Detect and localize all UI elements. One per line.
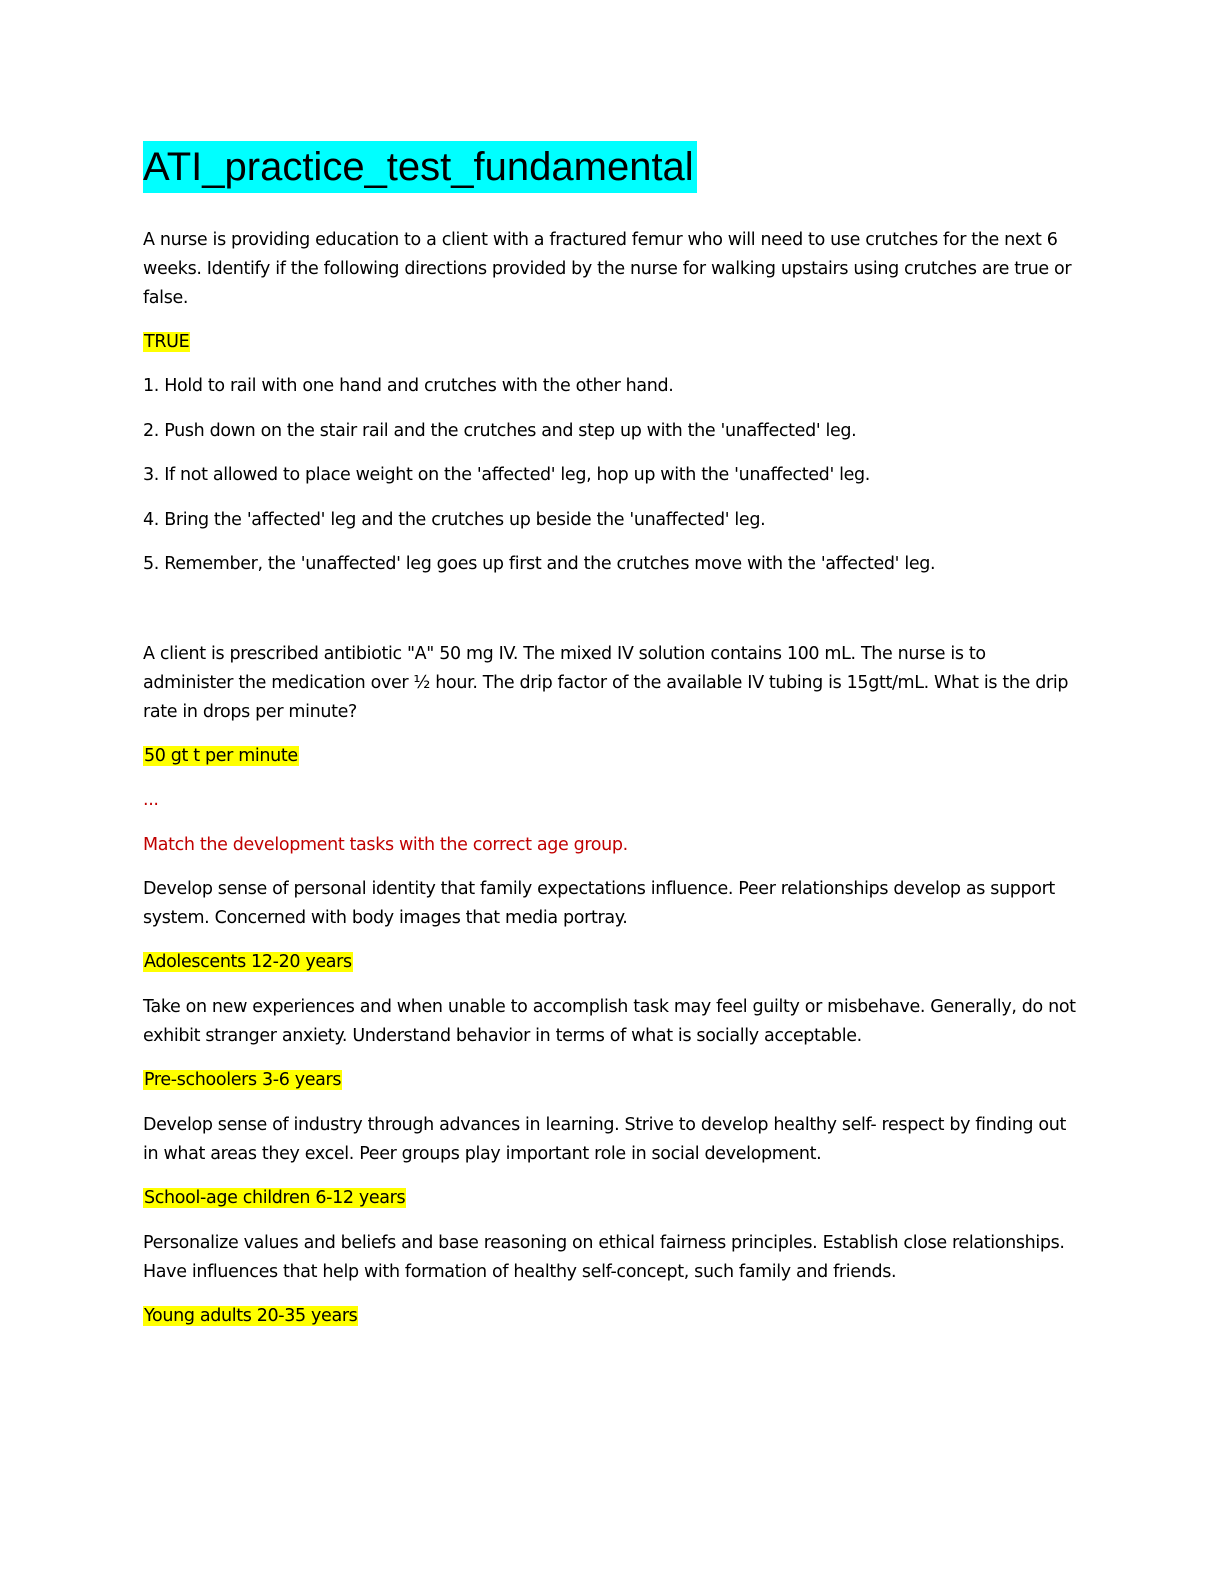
step-item: 4. Bring the 'affected' leg and the crutches up beside the 'unaffected' leg.	[143, 510, 766, 530]
age-task-description: Develop sense of personal identity that family expectations influence. Peer relationships develop as support system. Concerned with body images that media portray.	[143, 879, 1055, 928]
age-group-answer	[143, 1066, 1078, 1095]
answer-highlight: Adolescents 12-20 years	[144, 952, 352, 972]
question-1-prompt: A nurse is providing education to a client with a fractured femur who will need to use crutches for the next 6 weeks. Identify if the following directions provided by the nurse for walking upstairs using crutches are true or false.	[143, 230, 1072, 308]
answer-highlight: Pre-schoolers 3-6 years	[144, 1070, 342, 1090]
age-task-description: Develop sense of industry through advances in learning. Strive to develop healthy self- respect by finding out in what areas they excel. Peer groups play important role in social development.	[143, 1115, 1067, 1164]
step-item: 3. If not allowed to place weight on the 'affected' leg, hop up with the 'unaffected' leg.	[143, 465, 871, 485]
ellipsis: ...	[143, 790, 159, 810]
question-2-prompt: A client is prescribed antibiotic "A" 50 mg IV. The mixed IV solution contains 100 mL. The nurse is to administer the medication over ½ hour. The drip factor of the available IV tubing is 15gtt/mL. What is the drip rate in drops per minute?	[143, 644, 1069, 722]
question-2-answer	[143, 742, 1078, 771]
age-group-answer	[143, 948, 1078, 977]
question-1-answer	[143, 328, 1078, 357]
age-group-answer	[143, 1184, 1078, 1213]
question-3-heading: Match the development tasks with the correct age group.	[143, 835, 628, 855]
step-item: 1. Hold to rail with one hand and crutches with the other hand.	[143, 376, 674, 396]
age-group-answer	[143, 1302, 1078, 1331]
age-task-description: Personalize values and beliefs and base reasoning on ethical fairness principles. Establish close relationships. Have influences that help with formation of healthy self-concept, such family and friends.	[143, 1233, 1065, 1282]
step-item: 5. Remember, the 'unaffected' leg goes up first and the crutches move with the 'affected' leg.	[143, 554, 936, 574]
document-title: ATI_practice_test_fundamental	[143, 141, 697, 193]
age-task-description: Take on new experiences and when unable to accomplish task may feel guilty or misbehave. Generally, do not exhibit stranger anxiety. Understand behavior in terms of what is socially acceptable.	[143, 997, 1076, 1046]
answer-highlight: 50 gt t per minute	[144, 746, 298, 766]
answer-highlight: Young adults 20-35 years	[144, 1306, 358, 1326]
answer-highlight: School-age children 6-12 years	[144, 1188, 406, 1208]
step-item: 2. Push down on the stair rail and the crutches and step up with the 'unaffected' leg.	[143, 421, 857, 441]
answer-highlight: TRUE	[144, 332, 190, 352]
